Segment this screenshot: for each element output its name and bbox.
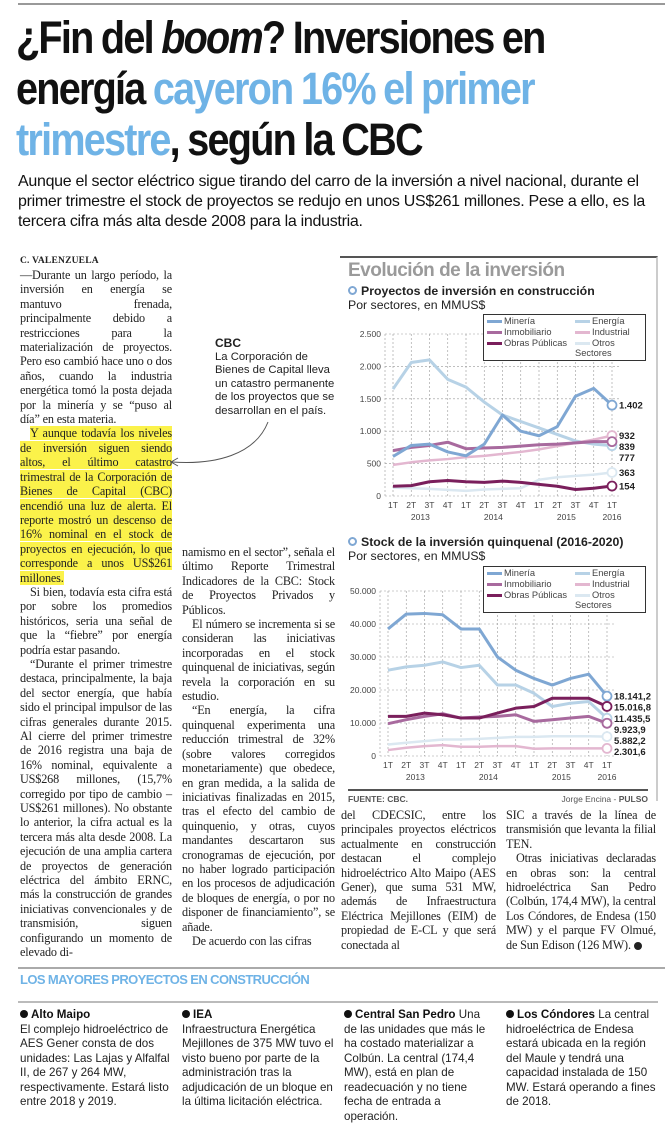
y-tick-label: 40.000 bbox=[350, 619, 376, 629]
highlighted-text: Y aunque todavía los niveles de inversión siguen siendo altos, el último catastro trimestral de la Corporación de Bienes de Capital (CBC) encendió una luz de alerta. El reporte mostró un descenso de 16% nominal en el stock de proyectos en ejecución, lo que corresponde a unos US$261 millones. bbox=[20, 426, 172, 585]
paragraph: “Durante el primer trimestre destaca, principalmente, la baja del sector energía, que había sido el principal impulsor de las cifras generales durante 2015. Al cierre del primer trimestre de 2016 registra una baja de 16% nominal, equivalente a US$268 millones, (15,7% corregido por tipo de cambio –US$261 millones). No obstante lo anterior, la cifra actual es la tercera más alta desde 2008. La ejecución de una amplia cartera de proyectos de generación eléctrica del ámbito ERNC, más la construcción de grandes iniciativas convencionales y de transmisión, siguen configurando un momento de elevado di- bbox=[20, 656, 172, 960]
legend-item bbox=[575, 338, 645, 360]
legend-item bbox=[575, 316, 645, 327]
x-tick-label: 3T bbox=[565, 760, 576, 770]
chart2-subtitle: Por sectores, en MMUS$ bbox=[348, 548, 486, 563]
y-tick-label: 0 bbox=[371, 751, 376, 761]
end-point-marker bbox=[603, 732, 612, 741]
project-text: Infraestructura Energética Mejillones de 375 MW tuvo el visto bueno por parte de la administración tras la adjudicación de un bloque en la última licitación eléctrica. bbox=[182, 1022, 334, 1108]
headline bbox=[16, 12, 665, 165]
bullet-icon bbox=[20, 1010, 28, 1018]
y-tick-label: 2.000 bbox=[359, 361, 381, 372]
project-name: Los Cóndores bbox=[517, 1008, 595, 1021]
bullet-icon bbox=[506, 1010, 514, 1018]
legend-label: Inmobiliario bbox=[504, 578, 552, 589]
article-header bbox=[16, 12, 661, 232]
legend-item bbox=[575, 590, 645, 612]
x-tick-label: 1T bbox=[383, 760, 393, 770]
paragraph: —Durante un largo período, la inversión en energía se mantuvo frenada, principalmente debido a restricciones para la materialización de proyectos. Pero eso cambió hace uno o dos años, cuando la industria energética tomó la posta dejada por la minería y se “puso al día” en esta materia. bbox=[20, 268, 172, 427]
paragraph bbox=[506, 851, 656, 952]
end-point-marker bbox=[608, 482, 617, 491]
y-tick-label: 50.000 bbox=[350, 586, 376, 596]
legend-item bbox=[575, 327, 645, 338]
y-tick-label: 30.000 bbox=[350, 652, 376, 662]
y-tick-label: 1.000 bbox=[359, 426, 381, 437]
year-label: 2016 bbox=[602, 512, 622, 522]
legend-label: Minería bbox=[504, 568, 536, 578]
x-tick-label: 3T bbox=[492, 760, 503, 770]
annotation-arrow-icon bbox=[160, 420, 270, 470]
legend-label: Industrial bbox=[592, 326, 630, 337]
legend-label: Energía bbox=[592, 568, 625, 578]
sidenote-title: CBC bbox=[215, 336, 241, 350]
divider bbox=[18, 1001, 658, 1003]
project-item bbox=[506, 1008, 658, 1110]
body-column-4 bbox=[506, 808, 656, 952]
divider bbox=[18, 967, 665, 969]
y-tick-label: 1.500 bbox=[359, 393, 381, 404]
end-point-marker bbox=[608, 437, 617, 446]
legend-label: Energía bbox=[592, 316, 625, 326]
y-tick-label: 500 bbox=[366, 458, 381, 469]
legend-swatch bbox=[487, 320, 502, 323]
deck: Aunque el sector eléctrico sigue tirando del carro de la inversión a nivel nacional, durante el primer trimestre el stock de proyectos se redujo en unos US$261 millones. Pese a ello, es la tercera cifra más alta desde 2008 para la industria. bbox=[18, 173, 645, 230]
legend-item bbox=[487, 568, 575, 579]
y-tick-label: 0 bbox=[376, 491, 381, 501]
paragraph: del CDECSIC, entre los principales proyectos eléctricos actualmente en construcción destacan el complejo hidroeléctrico Alto Maipo (AES Gener), que suma 531 MW, además de Infraestructura Eléctrica Mejillones (EIM) de propiedad de E-CL y que será conectada al bbox=[341, 808, 496, 952]
body-column-2 bbox=[182, 545, 335, 948]
end-value-label: 9.923,9 bbox=[614, 724, 646, 736]
credit-name: Jorge Encina - bbox=[561, 794, 619, 804]
project-name: Central San Pedro bbox=[355, 1008, 456, 1021]
project-name: IEA bbox=[193, 1008, 213, 1021]
year-label: 2013 bbox=[405, 772, 425, 782]
x-tick-label: 1T bbox=[602, 760, 612, 770]
year-label: 2015 bbox=[556, 512, 576, 522]
body-column-3 bbox=[341, 808, 496, 952]
top-rule bbox=[18, 3, 665, 5]
project-text: Una de las unidades que más le ha costado materializar a Colbún. La central (174,4 MW), está en plan de readecuación y no tiene fecha de entrada a operación. bbox=[344, 1008, 486, 1123]
year-label: 2014 bbox=[483, 512, 503, 522]
x-tick-label: 1T bbox=[456, 760, 466, 770]
y-tick-label: 20.000 bbox=[350, 685, 376, 695]
paragraph: Si bien, todavía esta cifra está por sobre los promedios históricos, seria una señal de que la “fiebre” por energía podría estar pasando. bbox=[20, 584, 172, 657]
legend-item bbox=[487, 579, 575, 590]
x-tick-label: 3T bbox=[419, 760, 430, 770]
end-value-label: 1.402 bbox=[619, 400, 643, 412]
legend-swatch bbox=[575, 572, 590, 575]
x-tick-label: 1T bbox=[461, 500, 471, 510]
legend-swatch bbox=[487, 583, 502, 586]
bullet-icon bbox=[182, 1010, 190, 1018]
project-text: El complejo hidroeléctrico de AES Gener consta de dos unidades: Las Lajas y Alfalfal II, de 267 y 264 MW, respectivamente. Estará listo entre 2018 y 2019. bbox=[20, 1022, 170, 1108]
legend-label: Obras Públicas bbox=[504, 337, 568, 348]
chart1-title: Proyectos de inversión en construcción bbox=[361, 284, 595, 298]
project-item bbox=[20, 1008, 172, 1110]
y-tick-label: 2.500 bbox=[359, 329, 381, 339]
paragraph: “En energía, la cifra quinquenal experimenta una reducción trimestral de 32% (sobre valores corregidos monetariamente) que obedece, en gran medida, a la salida de iniciativas finalizadas en 2015, tras el efecto del cambio de quinquenio, y otras, cuyos mandantes descartaron sus cronogramas de ejecución, por no haber logrado participación en los procesos de adjudicación de bloques de energía, o por no disponer de financiamiento”, se añade. bbox=[182, 703, 335, 934]
x-tick-label: 4T bbox=[583, 760, 594, 770]
chart1-subtitle: Por sectores, en MMUS$ bbox=[348, 297, 486, 312]
x-tick-label: 1T bbox=[534, 500, 544, 510]
headline-italic: boom bbox=[161, 12, 262, 63]
x-tick-label: 1T bbox=[607, 500, 617, 510]
x-tick-label: 4T bbox=[510, 760, 521, 770]
x-tick-label: 2T bbox=[547, 760, 558, 770]
project-name: Alto Maipo bbox=[31, 1008, 91, 1021]
x-tick-label: 2T bbox=[406, 500, 417, 510]
headline-text: ¿Fin del bbox=[16, 12, 162, 63]
legend-swatch bbox=[575, 342, 590, 345]
legend-label: Inmobiliario bbox=[504, 326, 552, 337]
infographic-title: Evolución de la inversión bbox=[348, 260, 565, 281]
x-tick-label: 3T bbox=[497, 500, 508, 510]
box-title: LOS MAYORES PROYECTOS EN CONSTRUCCIÓN bbox=[20, 972, 310, 987]
legend-item bbox=[487, 316, 575, 327]
paragraph: SIC a través de la línea de transmisión que levanta la filial TEN. bbox=[506, 808, 656, 851]
end-point-marker bbox=[603, 702, 612, 711]
project-item bbox=[182, 1008, 334, 1110]
x-tick-label: 3T bbox=[424, 500, 435, 510]
x-tick-label: 1T bbox=[529, 760, 539, 770]
chart1-legend bbox=[483, 314, 646, 361]
end-value-label: 5.882,2 bbox=[614, 735, 646, 747]
x-tick-label: 2T bbox=[401, 760, 412, 770]
x-tick-label: 1T bbox=[388, 500, 398, 510]
project-item bbox=[344, 1008, 496, 1124]
legend-label: Industrial bbox=[592, 578, 630, 589]
byline: C. VALENZUELA bbox=[20, 256, 99, 266]
legend-swatch bbox=[575, 594, 590, 597]
x-tick-label: 4T bbox=[437, 760, 448, 770]
legend-label: Otros Sectores bbox=[575, 337, 615, 359]
end-point-marker bbox=[603, 692, 612, 701]
end-value-label: 2.301,6 bbox=[614, 746, 646, 758]
end-point-marker bbox=[603, 719, 612, 728]
legend-swatch bbox=[487, 331, 502, 334]
end-value-label: 839 bbox=[619, 442, 635, 454]
sidenote-text: La Corporación de Bienes de Capital lleva un catastro permanente de los proyectos que se desarrollan en el país. bbox=[215, 350, 335, 417]
x-tick-label: 4T bbox=[442, 500, 453, 510]
end-value-label: 932 bbox=[619, 431, 635, 443]
paragraph-highlighted bbox=[20, 426, 172, 584]
end-point-marker bbox=[603, 744, 612, 753]
legend-item bbox=[575, 579, 645, 590]
project-text: La central hidroeléctrica de Endesa estará ubicada en la región del Maule y tendrá una capacidad instalada de 150 MW. Estará operando a fines de 2018. bbox=[506, 1008, 656, 1108]
chart2-legend bbox=[483, 566, 646, 613]
paragraph-text: Otras iniciativas declaradas en obras son: la central hidroeléctrica San Pedro (Colbún, 174,4 MW), la central Los Cóndores, de Endesa (150 MW) y el parque FV Olmué, de Sun Edison (126 MW). bbox=[506, 851, 656, 952]
legend-swatch bbox=[487, 594, 502, 597]
end-point-marker bbox=[608, 468, 617, 477]
legend-item bbox=[487, 338, 575, 360]
end-value-label: 18.141,2 bbox=[614, 691, 651, 703]
chart2-title: Stock de la inversión quinquenal (2016-2020) bbox=[361, 535, 624, 549]
paragraph: De acuerdo con las cifras bbox=[192, 933, 312, 948]
end-value-label: 363 bbox=[619, 467, 635, 479]
legend-item bbox=[487, 590, 575, 612]
source-text: FUENTE: CBC. bbox=[348, 794, 408, 804]
y-tick-label: 10.000 bbox=[350, 718, 376, 728]
credit-outlet: PULSO bbox=[618, 794, 648, 804]
x-tick-label: 2T bbox=[552, 500, 563, 510]
legend-swatch bbox=[487, 572, 502, 575]
x-tick-label: 4T bbox=[588, 500, 599, 510]
x-tick-label: 4T bbox=[515, 500, 526, 510]
legend-swatch bbox=[575, 320, 590, 323]
x-tick-label: 2T bbox=[479, 500, 490, 510]
cbc-sidenote bbox=[215, 337, 337, 419]
end-mark-icon bbox=[634, 942, 642, 950]
x-tick-label: 3T bbox=[570, 500, 581, 510]
infographic bbox=[340, 256, 658, 804]
headline-text: , según la CBC bbox=[169, 114, 422, 165]
end-value-label: 15.016,8 bbox=[614, 702, 651, 714]
bullet-icon bbox=[344, 1010, 352, 1018]
legend-label: Otros Sectores bbox=[575, 589, 615, 611]
headline-highlight: cayeron 16% el primer trimestre bbox=[16, 63, 534, 165]
year-label: 2014 bbox=[478, 772, 498, 782]
legend-swatch bbox=[575, 583, 590, 586]
end-point-marker bbox=[608, 401, 617, 410]
legend-swatch bbox=[487, 342, 502, 345]
legend-label: Minería bbox=[504, 316, 536, 326]
legend-item bbox=[487, 327, 575, 338]
x-tick-label: 2T bbox=[474, 760, 485, 770]
year-label: 2015 bbox=[551, 772, 571, 782]
end-value-label: 11.435,5 bbox=[614, 713, 651, 725]
legend-item bbox=[575, 568, 645, 579]
legend-swatch bbox=[575, 331, 590, 334]
paragraph: El número se incrementa si se consideran las iniciativas incorporadas en el stock quinquenal de iniciativas, según revela la corporación en su estudio. bbox=[182, 617, 335, 704]
paragraph: namismo en el sector”, señala el último Reporte Trimestral Indicadores de la CBC: Stock de Proyectos Privados y Públicos. bbox=[182, 545, 335, 617]
headline-text: ? Inversiones en energía bbox=[16, 12, 545, 114]
year-label: 2016 bbox=[597, 772, 617, 782]
end-value-label: 154 bbox=[619, 481, 635, 493]
body-column-1 bbox=[20, 255, 172, 960]
legend-label: Obras Públicas bbox=[504, 589, 568, 600]
year-label: 2013 bbox=[410, 512, 430, 522]
end-value-label: 777 bbox=[619, 453, 635, 465]
